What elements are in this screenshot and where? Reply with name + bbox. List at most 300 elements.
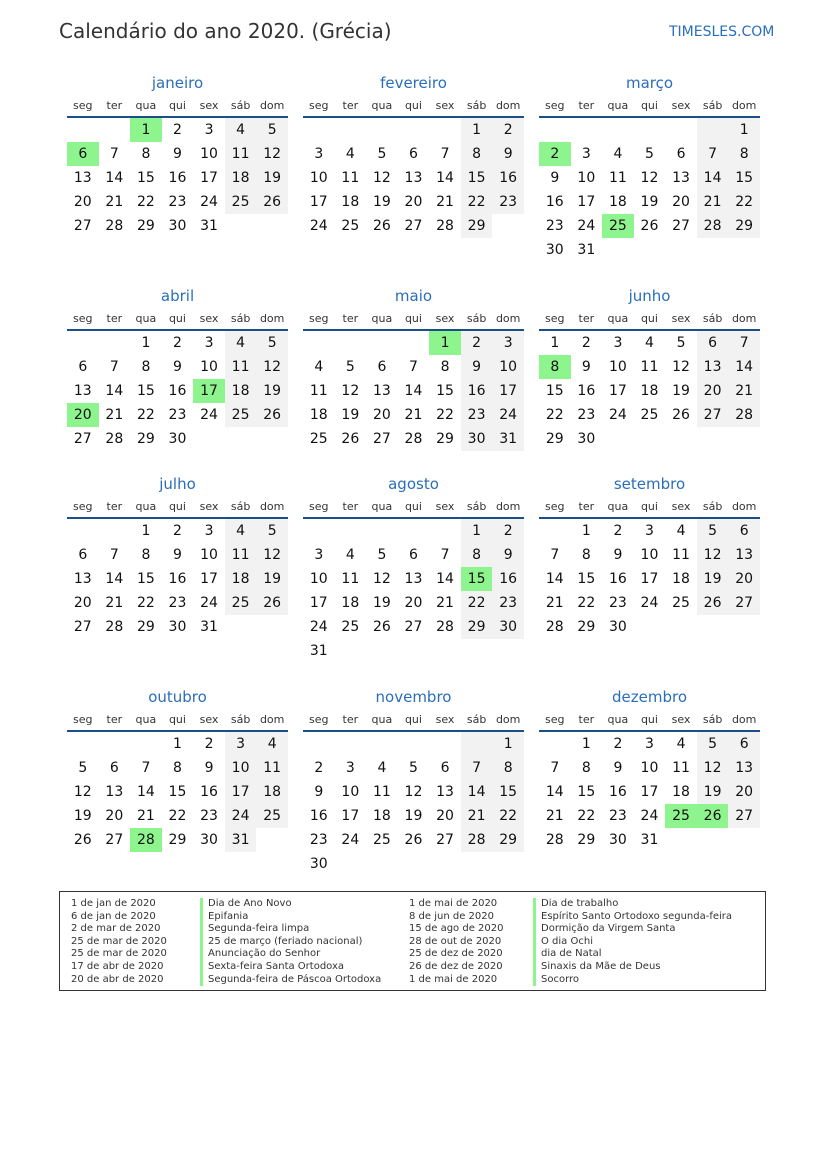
legend-entry: 1 de mai de 2020 bbox=[409, 973, 498, 985]
day-cell: 18 bbox=[225, 379, 257, 403]
weekday-label: sex bbox=[435, 312, 455, 325]
day-cell: 8 bbox=[141, 359, 151, 375]
day-cell: 14 bbox=[105, 571, 124, 587]
weekday-label: qua bbox=[371, 500, 393, 513]
weekday-label: sex bbox=[671, 312, 691, 325]
day-cell: 17 bbox=[608, 383, 627, 399]
day-cell: 10 bbox=[640, 547, 659, 563]
page-title: Calendário do ano 2020. (Grécia) bbox=[59, 19, 392, 43]
day-cell: 18 bbox=[256, 780, 288, 804]
weekday-label: sáb bbox=[230, 713, 251, 726]
day-cell: 3 bbox=[645, 736, 654, 752]
day-cell: 5 bbox=[345, 359, 355, 375]
day-cell: 9 bbox=[613, 547, 623, 563]
day-cell: 1 bbox=[581, 736, 591, 752]
day-cell: 31 bbox=[200, 218, 218, 234]
day-cell: 1 bbox=[581, 523, 591, 539]
day-cell: 11 bbox=[225, 355, 257, 379]
day-cell: 31 bbox=[225, 828, 257, 852]
empty-cell bbox=[398, 852, 430, 876]
day-cell: 28 bbox=[545, 832, 564, 848]
day-cell: 19 bbox=[697, 567, 729, 591]
month-outubro bbox=[67, 686, 288, 852]
day-cell: 8 bbox=[461, 543, 493, 567]
empty-cell bbox=[492, 852, 524, 876]
weekday-label: ter bbox=[106, 713, 123, 726]
day-cell: 21 bbox=[545, 595, 564, 611]
holiday-day-cell: 6 bbox=[67, 142, 99, 166]
day-cell: 12 bbox=[341, 383, 360, 399]
empty-cell bbox=[99, 118, 131, 142]
day-cell: 6 bbox=[676, 146, 686, 162]
empty-cell bbox=[728, 427, 760, 451]
day-cell: 3 bbox=[314, 547, 324, 563]
day-cell: 12 bbox=[640, 170, 659, 186]
day-cell: 16 bbox=[608, 784, 627, 800]
day-cell: 26 bbox=[672, 407, 690, 423]
weekday-header bbox=[303, 712, 524, 732]
month-abril bbox=[67, 285, 288, 451]
day-cell: 7 bbox=[109, 359, 119, 375]
empty-cell bbox=[728, 828, 760, 852]
day-cell: 16 bbox=[492, 166, 524, 190]
weekday-label: dom bbox=[495, 99, 521, 112]
day-cell: 22 bbox=[577, 808, 596, 824]
weekday-label: sex bbox=[435, 713, 455, 726]
day-cell: 12 bbox=[404, 784, 423, 800]
day-cell: 7 bbox=[550, 547, 560, 563]
holiday-day-cell: 15 bbox=[461, 567, 493, 591]
day-cell: 24 bbox=[492, 403, 524, 427]
day-cell: 6 bbox=[377, 359, 387, 375]
day-cell: 24 bbox=[309, 619, 328, 635]
weekday-label: sáb bbox=[466, 312, 487, 325]
weekday-label: seg bbox=[73, 312, 93, 325]
day-cell: 20 bbox=[436, 808, 454, 824]
day-cell: 17 bbox=[640, 784, 659, 800]
day-cell: 10 bbox=[309, 571, 328, 587]
day-cell: 13 bbox=[728, 543, 760, 567]
day-grid bbox=[67, 732, 288, 852]
empty-cell bbox=[492, 639, 524, 663]
day-cell: 22 bbox=[436, 407, 454, 423]
day-cell: 20 bbox=[372, 407, 391, 423]
day-cell: 1 bbox=[141, 335, 151, 351]
day-cell: 3 bbox=[345, 760, 355, 776]
empty-cell bbox=[461, 852, 493, 876]
day-cell: 27 bbox=[672, 218, 690, 234]
day-cell: 11 bbox=[341, 170, 360, 186]
day-cell: 16 bbox=[309, 808, 328, 824]
day-cell: 31 bbox=[640, 832, 659, 848]
empty-cell bbox=[634, 238, 666, 262]
legend-entry: 26 de dez de 2020 bbox=[409, 960, 503, 972]
day-cell: 7 bbox=[550, 760, 560, 776]
month-julho bbox=[67, 473, 288, 639]
holiday-day-cell: 25 bbox=[665, 804, 697, 828]
day-cell: 22 bbox=[492, 804, 524, 828]
day-cell: 30 bbox=[461, 427, 493, 451]
day-cell: 13 bbox=[372, 383, 391, 399]
day-cell: 14 bbox=[697, 166, 729, 190]
legend-entry: Segunda-feira de Páscoa Ortodoxa bbox=[200, 974, 381, 987]
day-cell: 6 bbox=[78, 547, 88, 563]
day-cell: 21 bbox=[136, 808, 155, 824]
empty-cell bbox=[366, 639, 398, 663]
day-cell: 10 bbox=[225, 756, 257, 780]
weekday-label: dom bbox=[731, 500, 757, 513]
day-cell: 12 bbox=[372, 170, 391, 186]
holiday-day-cell: 20 bbox=[67, 403, 99, 427]
day-cell: 25 bbox=[225, 591, 257, 615]
day-cell: 27 bbox=[697, 403, 729, 427]
day-cell: 6 bbox=[109, 760, 119, 776]
month-name: maio bbox=[394, 287, 433, 305]
day-cell: 16 bbox=[545, 194, 564, 210]
weekday-label: dom bbox=[731, 99, 757, 112]
day-cell: 1 bbox=[461, 519, 493, 543]
weekday-label: sáb bbox=[702, 713, 723, 726]
weekday-label: seg bbox=[545, 99, 565, 112]
weekday-label: qui bbox=[168, 500, 186, 513]
day-cell: 8 bbox=[141, 547, 151, 563]
day-cell: 29 bbox=[136, 619, 155, 635]
day-cell: 15 bbox=[577, 571, 596, 587]
day-cell: 17 bbox=[309, 595, 328, 611]
day-cell: 26 bbox=[73, 832, 92, 848]
day-cell: 16 bbox=[168, 571, 187, 587]
day-cell: 21 bbox=[105, 194, 124, 210]
day-cell: 6 bbox=[728, 519, 760, 543]
weekday-label: dom bbox=[731, 713, 757, 726]
legend-entry: Epifania bbox=[200, 911, 381, 924]
day-cell: 24 bbox=[200, 194, 218, 210]
legend-entry: 20 de abr de 2020 bbox=[71, 973, 164, 985]
day-cell: 2 bbox=[581, 335, 591, 351]
day-cell: 14 bbox=[105, 383, 124, 399]
day-cell: 17 bbox=[577, 194, 596, 210]
day-cell: 26 bbox=[256, 591, 288, 615]
day-cell: 1 bbox=[173, 736, 182, 752]
empty-cell bbox=[634, 427, 666, 451]
day-cell: 18 bbox=[608, 194, 627, 210]
day-grid bbox=[303, 118, 524, 238]
weekday-label: seg bbox=[309, 500, 329, 513]
weekday-label: qua bbox=[135, 99, 157, 112]
weekday-label: qua bbox=[371, 312, 393, 325]
day-cell: 8 bbox=[461, 142, 493, 166]
weekday-label: seg bbox=[545, 312, 565, 325]
empty-cell bbox=[539, 519, 571, 543]
day-cell: 28 bbox=[697, 214, 729, 238]
day-cell: 23 bbox=[608, 595, 627, 611]
day-cell: 11 bbox=[225, 543, 257, 567]
weekday-label: qui bbox=[404, 312, 422, 325]
weekday-label: seg bbox=[73, 99, 93, 112]
day-cell: 23 bbox=[461, 403, 493, 427]
day-cell: 4 bbox=[256, 732, 288, 756]
day-cell: 29 bbox=[577, 832, 596, 848]
weekday-label: sáb bbox=[466, 500, 487, 513]
weekday-header bbox=[303, 311, 524, 331]
day-cell: 15 bbox=[728, 166, 760, 190]
day-cell: 28 bbox=[105, 619, 124, 635]
day-cell: 28 bbox=[461, 828, 493, 852]
day-cell: 30 bbox=[168, 619, 187, 635]
day-cell: 6 bbox=[728, 732, 760, 756]
day-cell: 8 bbox=[728, 142, 760, 166]
day-grid bbox=[539, 118, 760, 262]
weekday-header bbox=[67, 712, 288, 732]
weekday-label: dom bbox=[259, 713, 285, 726]
day-cell: 14 bbox=[545, 571, 564, 587]
weekday-label: sex bbox=[435, 99, 455, 112]
weekday-label: sáb bbox=[466, 99, 487, 112]
empty-cell bbox=[193, 427, 225, 451]
day-cell: 24 bbox=[200, 407, 218, 423]
holiday-day-cell: 25 bbox=[602, 214, 634, 238]
day-cell: 3 bbox=[204, 335, 214, 351]
day-cell: 17 bbox=[200, 571, 218, 587]
day-grid bbox=[539, 519, 760, 639]
day-cell: 6 bbox=[409, 146, 418, 162]
day-cell: 11 bbox=[372, 784, 391, 800]
month-setembro bbox=[539, 473, 760, 639]
day-cell: 9 bbox=[550, 170, 560, 186]
day-cell: 19 bbox=[372, 194, 391, 210]
legend-entry: Anunciação do Senhor bbox=[200, 948, 381, 961]
empty-cell bbox=[665, 828, 697, 852]
empty-cell bbox=[665, 118, 697, 142]
weekday-label: dom bbox=[495, 713, 521, 726]
day-cell: 4 bbox=[676, 736, 686, 752]
day-cell: 5 bbox=[409, 760, 418, 776]
empty-cell bbox=[398, 331, 430, 355]
day-cell: 20 bbox=[728, 780, 760, 804]
day-cell: 15 bbox=[136, 170, 155, 186]
legend-entry: 25 de dez de 2020 bbox=[409, 948, 503, 960]
day-cell: 14 bbox=[461, 780, 493, 804]
day-cell: 13 bbox=[73, 383, 92, 399]
weekday-label: dom bbox=[259, 500, 285, 513]
day-cell: 27 bbox=[404, 619, 423, 635]
day-cell: 4 bbox=[225, 331, 257, 355]
brand-link[interactable]: TIMESLES.COM bbox=[669, 24, 775, 40]
empty-cell bbox=[366, 519, 398, 543]
day-cell: 30 bbox=[608, 619, 627, 635]
day-cell: 21 bbox=[436, 194, 454, 210]
day-cell: 9 bbox=[492, 543, 524, 567]
legend-names-col2 bbox=[533, 898, 732, 986]
day-cell: 20 bbox=[672, 194, 690, 210]
day-cell: 14 bbox=[436, 571, 454, 587]
day-cell: 16 bbox=[168, 170, 187, 186]
day-cell: 2 bbox=[492, 118, 524, 142]
day-cell: 23 bbox=[608, 808, 627, 824]
weekday-header bbox=[539, 499, 760, 519]
day-cell: 4 bbox=[225, 519, 257, 543]
weekday-label: seg bbox=[73, 500, 93, 513]
day-cell: 4 bbox=[377, 760, 387, 776]
holiday-legend bbox=[59, 891, 766, 991]
weekday-label: ter bbox=[578, 713, 595, 726]
day-cell: 29 bbox=[136, 218, 155, 234]
month-dezembro bbox=[539, 686, 760, 852]
day-cell: 18 bbox=[309, 407, 328, 423]
day-cell: 27 bbox=[436, 832, 454, 848]
day-cell: 19 bbox=[341, 407, 360, 423]
legend-entry: 8 de jun de 2020 bbox=[409, 910, 494, 922]
day-cell: 6 bbox=[78, 359, 88, 375]
day-cell: 20 bbox=[73, 595, 92, 611]
legend-entry: 25 de março (feriado nacional) bbox=[200, 936, 381, 949]
day-cell: 11 bbox=[672, 547, 690, 563]
day-cell: 20 bbox=[105, 808, 124, 824]
empty-cell bbox=[335, 331, 367, 355]
month-maio bbox=[303, 285, 524, 451]
day-cell: 2 bbox=[314, 760, 324, 776]
weekday-label: qua bbox=[371, 99, 393, 112]
weekday-label: sáb bbox=[466, 713, 487, 726]
weekday-label: sex bbox=[671, 99, 691, 112]
day-cell: 13 bbox=[105, 784, 124, 800]
legend-entry: Segunda-feira limpa bbox=[200, 923, 381, 936]
empty-cell bbox=[303, 732, 335, 756]
day-grid bbox=[67, 118, 288, 238]
day-cell: 27 bbox=[404, 218, 423, 234]
empty-cell bbox=[429, 732, 461, 756]
day-cell: 23 bbox=[309, 832, 328, 848]
day-cell: 9 bbox=[173, 547, 182, 563]
legend-entry: Sexta-feira Santa Ortodoxa bbox=[200, 961, 381, 974]
weekday-header bbox=[539, 311, 760, 331]
day-cell: 3 bbox=[645, 523, 654, 539]
day-cell: 14 bbox=[136, 784, 155, 800]
empty-cell bbox=[665, 238, 697, 262]
month-name: abril bbox=[160, 287, 195, 305]
day-cell: 4 bbox=[613, 146, 623, 162]
day-cell: 23 bbox=[492, 591, 524, 615]
day-cell: 5 bbox=[645, 146, 654, 162]
day-grid bbox=[67, 519, 288, 639]
month-novembro bbox=[303, 686, 524, 876]
empty-cell bbox=[697, 828, 729, 852]
day-cell: 25 bbox=[341, 619, 360, 635]
day-cell: 23 bbox=[168, 595, 187, 611]
day-cell: 27 bbox=[73, 619, 92, 635]
day-cell: 8 bbox=[581, 547, 591, 563]
day-grid bbox=[67, 331, 288, 451]
day-cell: 28 bbox=[436, 218, 454, 234]
weekday-label: seg bbox=[309, 99, 329, 112]
empty-cell bbox=[67, 331, 99, 355]
day-cell: 5 bbox=[697, 732, 729, 756]
holiday-day-cell: 17 bbox=[193, 379, 225, 403]
day-cell: 30 bbox=[608, 832, 627, 848]
day-cell: 27 bbox=[105, 832, 124, 848]
day-cell: 7 bbox=[109, 146, 119, 162]
day-cell: 10 bbox=[492, 355, 524, 379]
day-cell: 8 bbox=[173, 760, 182, 776]
day-cell: 29 bbox=[545, 431, 564, 447]
empty-cell bbox=[697, 427, 729, 451]
day-cell: 19 bbox=[404, 808, 423, 824]
empty-cell bbox=[697, 118, 729, 142]
day-cell: 28 bbox=[404, 431, 423, 447]
legend-entry: 25 de mar de 2020 bbox=[71, 935, 167, 947]
day-cell: 18 bbox=[225, 567, 257, 591]
day-cell: 24 bbox=[577, 218, 596, 234]
day-cell: 30 bbox=[200, 832, 218, 848]
empty-cell bbox=[398, 639, 430, 663]
weekday-label: dom bbox=[259, 99, 285, 112]
day-grid bbox=[539, 732, 760, 852]
day-cell: 12 bbox=[256, 543, 288, 567]
day-cell: 29 bbox=[577, 619, 596, 635]
weekday-label: seg bbox=[545, 500, 565, 513]
legend-entry: 17 de abr de 2020 bbox=[71, 960, 164, 972]
weekday-label: dom bbox=[495, 500, 521, 513]
day-cell: 7 bbox=[440, 547, 450, 563]
day-cell: 7 bbox=[697, 142, 729, 166]
weekday-label: sáb bbox=[230, 312, 251, 325]
day-cell: 21 bbox=[697, 190, 729, 214]
day-cell: 25 bbox=[672, 595, 690, 611]
day-cell: 5 bbox=[256, 118, 288, 142]
legend-entry: Socorro bbox=[533, 974, 732, 987]
day-cell: 24 bbox=[640, 808, 659, 824]
month-name: setembro bbox=[613, 475, 686, 493]
day-cell: 2 bbox=[613, 523, 623, 539]
day-cell: 9 bbox=[173, 359, 182, 375]
day-cell: 21 bbox=[105, 595, 124, 611]
empty-cell bbox=[225, 214, 257, 238]
day-cell: 8 bbox=[581, 760, 591, 776]
day-cell: 19 bbox=[672, 383, 690, 399]
empty-cell bbox=[461, 732, 493, 756]
day-cell: 11 bbox=[256, 756, 288, 780]
day-cell: 24 bbox=[225, 804, 257, 828]
day-cell: 30 bbox=[545, 242, 564, 258]
empty-cell bbox=[665, 615, 697, 639]
day-cell: 17 bbox=[640, 571, 659, 587]
day-cell: 18 bbox=[672, 571, 690, 587]
day-cell: 22 bbox=[136, 595, 155, 611]
empty-cell bbox=[539, 732, 571, 756]
day-cell: 5 bbox=[377, 146, 387, 162]
day-cell: 9 bbox=[204, 760, 214, 776]
day-cell: 2 bbox=[613, 736, 623, 752]
day-cell: 12 bbox=[697, 543, 729, 567]
legend-entry: Dormição da Virgem Santa bbox=[533, 923, 732, 936]
day-cell: 31 bbox=[309, 643, 328, 659]
legend-entry: 1 de jan de 2020 bbox=[71, 898, 156, 909]
month-name: julho bbox=[159, 475, 196, 493]
day-cell: 15 bbox=[436, 383, 454, 399]
weekday-label: qui bbox=[404, 99, 422, 112]
empty-cell bbox=[728, 615, 760, 639]
empty-cell bbox=[256, 214, 288, 238]
legend-entry: 2 de mar de 2020 bbox=[71, 923, 161, 935]
day-cell: 1 bbox=[550, 335, 560, 351]
day-cell: 25 bbox=[225, 403, 257, 427]
weekday-label: ter bbox=[578, 312, 595, 325]
empty-cell bbox=[256, 615, 288, 639]
weekday-label: qua bbox=[135, 500, 157, 513]
day-cell: 14 bbox=[545, 784, 564, 800]
day-cell: 8 bbox=[440, 359, 450, 375]
day-cell: 18 bbox=[225, 166, 257, 190]
